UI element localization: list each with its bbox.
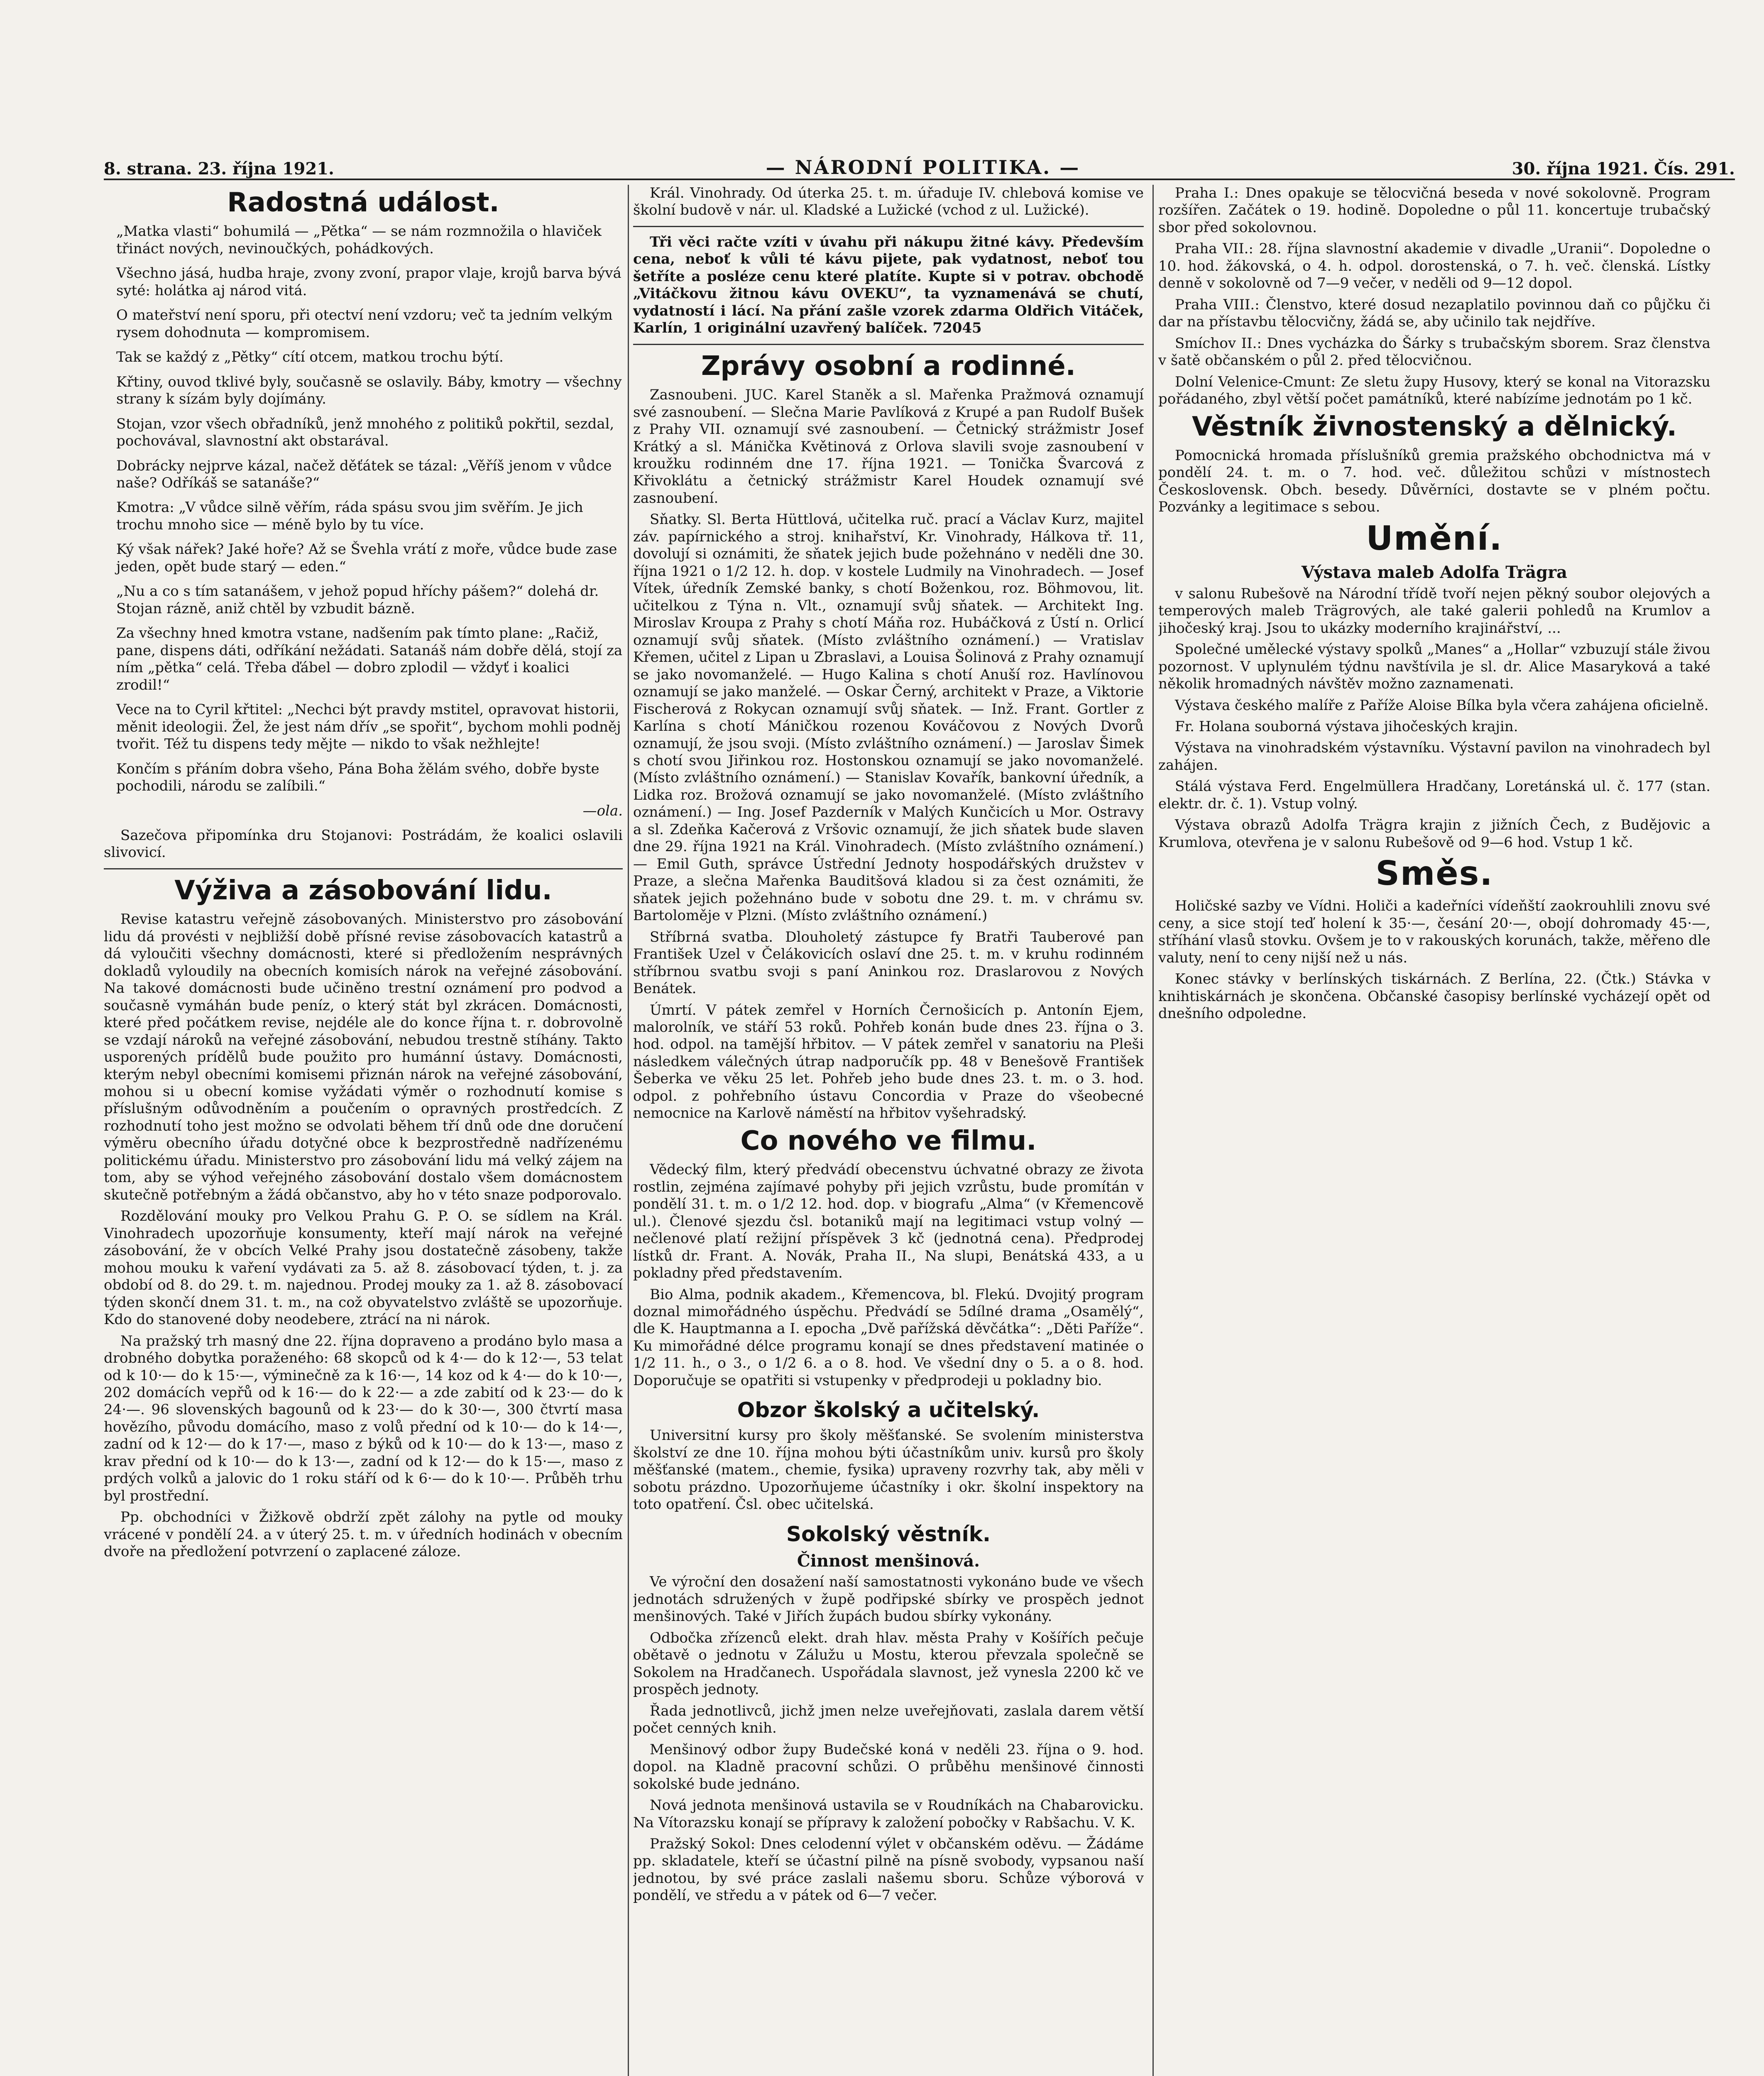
- paragraph: Řada jednotlivců, jichž jmen nelze uveřejňovati, zaslala darem větší počet cenných knih.: [633, 1702, 1144, 1737]
- poem-stanza: Vece na to Cyril křtitel: „Nechci být pravdy mstitel, opravovat historii, měnit ideologii. Žel, že jest nám dřív „se spořit“, bychom mohli podněj tvořit. Též tu dispens tedy mějte — nikdo to však nežhlejte!: [116, 701, 621, 753]
- paragraph: Fr. Holana souborná výstava jihočeských krajin.: [1175, 718, 1518, 735]
- poem-stanza: Za všechny hned kmotra vstane, nadšením pak tímto plane: „Račiž, pane, dispens dáti, odříkání nežádati. Satanáš nám dobře dělá, stojí za ním „pětka“ celá. Třeba ďábel — dobro zplodil — vždyť i koalici zrodil!“: [116, 625, 623, 693]
- paragraph: Konec stávky v berlínských tiskárnách. Z Berlína, 22. (Čtk.) Stávka v knihtiskárnách je skončena. Občanské časopisy berlínské vycházejí opět od dnešního odpoledne.: [1158, 971, 1710, 1022]
- paragraph: Universitní kursy pro školy měšťanské. Se svolením ministerstva školství ze dne 10. října mohou býti účastníkům univ. kursů pro školy měšťanské (matem., chemie, fysika) upraveny rozvrhy tak, aby měli v sobotu prázdno. Upozorňujeme účastníky i okr. školní inspektory na toto opatření. Čsl. obec učitelská.: [633, 1427, 1144, 1513]
- masthead: — NÁRODNÍ POLITIKA. —: [766, 156, 1081, 179]
- section-title: Obzor školský a učitelský.: [737, 1398, 1040, 1422]
- paragraph: Společné umělecké výstavy spolků „Manes“ a „Hollar“ vzbuzují stále živou pozornost. V uplynulém týdnu navštívila je sl. dr. Alice Masaryková a také několik hromadných návštěv možno zaznamenati.: [1158, 641, 1710, 693]
- paragraph: Menšinový odbor župy Budečské koná v neděli 23. října o 9. hod. dopol. na Kladně pracovní schůzi. O průběhu menšinové činnosti sokolské bude jednáno.: [633, 1741, 1144, 1792]
- poem: [104, 223, 623, 795]
- paragraph: Bio Alma, podnik akadem., Křemencova, bl. Flekú. Dvojitý program doznal mimořádného úspěchu. Předvádí se 5dílné drama „Osamělý“, dle K. Hauptmanna a I. epocha „Dvě pařížská děvčátka“: „Děti Paříže“. Ku mimořádné délce programu konají se dnes představení matinée o 1/2 11. h., o 3., o 1/2 6. a o 8. hod. Ve všední dny o 5. a o 8. hod. Doporučuje se opatřiti si vstupenky v předprodeji u pokladny bio.: [633, 1286, 1144, 1389]
- column-rule: [628, 185, 629, 2076]
- section-title: Co nového ve filmu.: [740, 1125, 1037, 1156]
- paragraph: Praha I.: Dnes opakuje se tělocvičná beseda v nové sokolovně. Program rozšířen. Začátek o 19. hodině. Dopoledne o půl 11. koncertuje trubačský sbor před sokolovnou.: [1158, 185, 1710, 236]
- typesetter-note: Sazečova připomínka dru Stojanovi: Postrádám, že koalici oslavili slivovicí.: [104, 827, 623, 861]
- paragraph: Holičské sazby ve Vídni. Holiči a kadeřníci vídeňští zaokrouhlili znovu své ceny, a sice stojí teď holení k 35·—, česání 20·—, obojí dohromady 45·—, stříhání vlasů stovku. Ovšem je to v rakouských korunách, takže, měřeno dle valuty, není to ceny nijší než u nás.: [1158, 898, 1710, 966]
- poem-stanza: „Matka vlasti“ bohumilá — „Pětka“ — se nám rozmnožila o hlaviček třináct nových, nevinoučkých, pohádkových.: [116, 223, 602, 257]
- subsection-title: Výstava maleb Adolfa Trägra: [1301, 562, 1568, 582]
- section-title: Umění.: [1366, 519, 1503, 558]
- paragraph: Smíchov II.: Dnes vycházka do Šárky s trubačským sborem. Sraz členstva v šatě občanském o půl 2. před tělocvičnou.: [1158, 335, 1710, 369]
- paragraph: Stříbrná svatba. Dlouholetý zástupce fy Bratři Tauberové pan František Uzel v Čelákovicích oslaví dne 25. t. m. v kruhu rodinném stříbrnou svatbu svoji s paní Aninkou roz. Draslarovou z Nových Benátek.: [633, 928, 1144, 997]
- paragraph: Dolní Velenice-Cmunt: Ze sletu župy Husovy, který se konal na Vitorazsku pořádaného, zbyl větší počet památníků, které nabízíme jednotám po 1 kč.: [1158, 373, 1710, 408]
- paragraph: Na pražský trh masný dne 22. října dopraveno a prodáno bylo masa a drobného dobytka poraženého: 68 skopců od k 4·— do k 12·—, 53 telat od k 10·— do k 15·—, výminečně za k 16·—, 14 koz od k 4·— do k 10·—, 202 domácích vepřů od k 16·— do k 22·— a zde zabití od k 23·— do k 24·—. 96 slovenských bagounů od k 23·— do k 30·—, 300 čtvrtí masa hovězího, původu domácího, maso z volů přední od k 10·— do k 14·—, zadní od k 12·— do k 17·—, maso z býků od k 10·— do k 13·—, maso z krav přední od k 10·— do k 13·—, zadní od k 12·— do k 15·—, maso z prdých volků a jalovic do 1 roku stáří od k 6·— do k 10·—. Průběh trhu byl prostřední.: [104, 1332, 623, 1504]
- paragraph: Úmrtí. V pátek zemřel v Horních Černošicích p. Antonín Ejem, malorolník, ve stáří 53 roků. Pohřeb konán bude dnes 23. října o 3. hod. odpol. na tamější hřbitov. — V pátek zemřel v sanatoriu na Pleši následkem válečných útrap nadporučík pp. 48 v Benešově František Šeberka ve věku 25 let. Pohřeb jeho bude dnes 23. t. m. o 3. hod. odpol. z pohřebního ústavu Concordia v Praze do všeobecné nemocnice na Karlově náměstí na hřbitov vyšehradský.: [633, 1001, 1144, 1122]
- poem-stanza: Tak se každý z „Pětky“ cítí otcem, matkou trochu býtí.: [116, 349, 504, 366]
- poem-stanza: Stojan, vzor všech obřadníků, jenž mnohého z politiků pokřtil, sezdal, pochovával, slavnostní akt obstarával.: [116, 415, 614, 450]
- divider: [633, 344, 1144, 345]
- poem-stanza: Kmotra: „V vůdce silně věřím, ráda spásu svou jim svěřím. Je jich trochu mnoho sice — méně bylo by tu více.: [116, 499, 583, 533]
- column-3: [1158, 185, 1710, 2076]
- paragraph: Vědecký film, který předvádí obecenstvu úchvatné obrazy ze života rostlin, zejména zajímavé pohyby při jejich vzrůstu, bude promítán v pondělí 31. t. m. o 1/2 12. hod. dop. v biografu „Alma“ (v Křemencově ul.). Členové sjezdu čsl. botaniků mají na legitimaci vstup volný — nečlenové platí režijní příspěvek 3 kč (jednotná cena). Předprodej lístků dr. Frant. A. Novák, Praha II., Na slupi, Benátská 433, a u pokladny před představením.: [633, 1161, 1144, 1282]
- paragraph: Praha VIII.: Členstvo, které dosud nezaplatilo povinnou daň co půjčku či dar na přístavbu tělocvičny, žádá se, aby učinilo tak nejdříve.: [1158, 296, 1710, 330]
- paragraph: Rozdělování mouky pro Velkou Prahu G. P. O. se sídlem na Král. Vinohradech upozorňuje konsumenty, kteří mají nárok na veřejné zásobování, že v obcích Velké Prahy jsou dostatečně zásobeny, takže mohou mouku k vaření vydávati za 5. až 8. zásobovací týden, t. j. za období od 8. do 29. t. m. najednou. Prodej mouky za 1. až 8. zásobovací týden skončí dnem 31. t. m., na což obyvatelstvo zvláště se upozorňuje. Kdo do stanovené doby neodebere, ztrácí na ni nárok.: [104, 1208, 623, 1328]
- poem-stanza: Křtiny, ouvod tklivé byly, současně se oslavily. Báby, kmotry — všechny strany k sízám byly dojímány.: [116, 373, 622, 408]
- header-left: 8. strana. 23. října 1921.: [104, 159, 334, 179]
- section-title: Věstník živnostenský a dělnický.: [1192, 411, 1677, 442]
- poem-stanza: Všechno jásá, hudba hraje, zvony zvoní, prapor vlaje, krojů barva bývá syté: holátka aj národ vitá.: [116, 265, 621, 299]
- poem-stanza: Ký však nářek? Jaké hoře? Až se Švehla vrátí z moře, vůdce bude zase jeden, opět bude starý — eden.“: [116, 541, 617, 575]
- page-header: [104, 149, 1735, 180]
- paragraph: Pp. obchodníci v Žižkově obdrží zpět zálohy na pytle od mouky vrácené v pondělí 24. a v úterý 25. t. m. v úředních hodinách v obecním dvoře na předložení potvrzení o zaplacené záloze.: [104, 1509, 623, 1560]
- paragraph: Zasnoubeni. JUC. Karel Staněk a sl. Mařenka Pražmová oznamují své zasnoubení. — Slečna Marie Pavlíková z Krupé a pan Rudolf Bušek z Prahy VII. oznamují své zasnoubení. — Četnický strážmistr Josef Krátký a sl. Mánička Květinová z Orlova slavili svoje zasnoubení v kroužku rodinném dne 17. října 1921. — Tonička Švarcová z Křivoklátu a četnický strážmistr Karel Houdek oznamují své zasnoubení.: [633, 387, 1144, 507]
- paragraph: Pomocnická hromada příslušníků gremia pražského obchodnictva má v pondělí 24. t. m. o 7. hod. več. důležitou schůzi v místnostech Československ. Obch. besedy. Důvěrníci, dostavte se v plném počtu. Pozvánky a legitimace s sebou.: [1158, 447, 1710, 516]
- paragraph: Revise katastru veřejně zásobovaných. Ministerstvo pro zásobování lidu dá provésti v nejbližší době přísné revise zásobovacích katastrů a dá vyloučiti všechny domácnosti, které si předložením nesprávných dokladů vyloudily na obecních komisích nárok na veřejné zásobování. Na takové domácnosti bude učiněno trestní oznámení pro podvod a současně vymáhán bude peníz, o který stát byl zkrácen. Domácnosti, které před počátkem revise, nejdéle ale do konce října t. r. dobrovolně se vzdají nároků na veřejné zásobování, nebudou trestně stíhány. Takto usporených prídělů bude použito pro humánní ústavy. Domácnosti, kterým nebyl obecními komisemi přiznán nárok na veřejné zásobování, mohou si u obecní komise vyžádati výměr o rozhodnutí komise s příslušným odůvodněním a poučením o opravných prostředcích. Z rozhodnutí toho jest možno se odvolati během tří dnů ode dne doručení výměru obecního úřadu dotyčné obce k bezprostředně nadřízenému politickému úřadu. Ministerstvo pro zásobování lidu má velký zájem na tom, aby se výhod veřejného zásobování dostalo všem domácnostem skutečně potřebným a žádá občanstvo, aby ho v této snaze podporovalo.: [104, 911, 623, 1203]
- paragraph: Praha VII.: 28. října slavnostní akademie v divadle „Uranii“. Dopoledne o 10. hod. žákovská, o 4. h. odpol. dorostenská, o 7. h. več. členská. Lístky denně v sokolovně od 7—9 večer, v neděli od 9—12 dopol.: [1158, 240, 1710, 292]
- column-1: [104, 185, 623, 2076]
- section-title: Sokolský věstník.: [786, 1522, 991, 1546]
- section-title: Směs.: [1375, 854, 1493, 893]
- paragraph: Výstava českého malíře z Paříže Aloise Bílka byla včera zahájena oficielně.: [1175, 697, 1709, 714]
- header-right: 30. října 1921. Čís. 291.: [1512, 159, 1735, 179]
- poem-stanza: Končím s přáním dobra všeho, Pána Boha žělám svého, dobře byste pochodili, národu se zalíbili.“: [116, 760, 599, 795]
- paragraph: Nová jednota menšinová ustavila se v Roudníkách na Chabarovicku. Na Vítorazsku konají se přípravy k založení pobočky v Rabšachu. V. K.: [633, 1797, 1144, 1831]
- column-rule: [1152, 185, 1154, 2076]
- paragraph: v salonu Rubešově na Národní třídě tvoří nejen pěkný soubor olejových a temperových maleb Trägrových, ale také galerii pohledů na Krumlov a jihočeský kraj. Jsou to ukázky moderního krajinářství, ...: [1158, 585, 1710, 637]
- paragraph: Odbočka zřízenců elekt. drah hlav. města Prahy v Košířích pečuje obětavě o jednotu v Zálužu u Mostu, kterou převzala společně se Sokolem na Hradčanech. Uspořádala slavnost, jež vynesla 2200 kč ve prospěch jednoty.: [633, 1629, 1144, 1698]
- paragraph: Výstava obrazů Adolfa Trägra krajin z jižních Čech, z Budějovic a Krumlova, otevřena je v salonu Rubešově od 9—6 hod. Vstup 1 kč.: [1158, 817, 1710, 851]
- poem-stanza: „Nu a co s tím satanášem, v jehož popud hříchy pášem?“ dolehá dr. Stojan rázně, aniž chtěl by vzbudit bázně.: [116, 583, 599, 617]
- paragraph: Pražský Sokol: Dnes celodenní výlet v občanském oděvu. — Žádáme pp. skladatele, kteří se účastní pilně na písně svobody, vypsanou naší jednotou, by své práce zaslali našemu sboru. Schůze výborová v pondělí, ve středu a v pátek od 6—7 večer.: [633, 1836, 1144, 1904]
- poem-stanza: O mateřství není sporu, při otectví není vzdoru; več ta jedním velkým rysem dohodnuta — kompromisem.: [116, 307, 613, 341]
- column-2: [633, 185, 1144, 2076]
- paragraph: Výstava na vinohradském výstavníku. Výstavní pavilon na vinohradech byl zahájen.: [1158, 739, 1710, 774]
- divider: [104, 868, 623, 869]
- signature: —ola.: [582, 802, 623, 819]
- section-title: Výživa a zásobování lidu.: [174, 875, 552, 906]
- section-title: Zprávy osobní a rodinné.: [701, 350, 1076, 382]
- article-title: Radostná událost.: [227, 187, 499, 218]
- advertisement: Tři věci račte vzíti v úvahu při nákupu žitné kávy. Především cena, neboť k vůli té kávu pijete, pak vydatnost, neboť tou šetříte a posléze cenu které platíte. Kupte si v potrav. obchodě „Vitáčkovu žitnou kávu OVEKU“, ta vyznamenává se chutí, vydatností i lácí. Na přání zašle vzorek zdarma Oldřich Vitáček, Karlín, 1 originální uzavřený balíček. 72045: [633, 233, 1144, 337]
- paragraph: Král. Vinohrady. Od úterka 25. t. m. úřaduje IV. chlebová komise ve školní budově v nár. ul. Kladské a Lužické (vchod z ul. Lužické).: [633, 185, 1144, 219]
- poem-stanza: Dobrácky nejprve kázal, načež děťátek se tázal: „Věříš jenom v vůdce naše? Odříkáš se satanáše?“: [116, 457, 612, 492]
- subsection-title: Činnost menšinová.: [797, 1551, 980, 1571]
- paragraph: Ve výroční den dosažení naší samostatnosti vykonáno bude ve všech jednotách sdružených v župě podřipské sbírky ve prospěch jednot menšinových. Také v Jiřích župách budou sbírky vykonány.: [633, 1574, 1144, 1625]
- paragraph: Sňatky. Sl. Berta Hüttlová, učitelka ruč. prací a Václav Kurz, majitel záv. papírnického a stroj. knihařství, Kr. Vinohrady, Hálkova tř. 11, dovolují si oznámiti, že sňatek jejich bude požehnáno v neděli dne 30. října 1921 o 1/2 12. h. dop. v kostele Ludmily na Vinohradech. — Josef Vítek, úředník Zemské banky, s chotí Boženkou, roz. Böhmovou, lit. učitelkou z Týna n. Vlt., oznamují svůj sňatek. — Architekt Ing. Miroslav Kroupa z Prahy s chotí Máňa roz. Hubáčková z Ústí n. Orlicí oznamují svůj sňatek. (Místo zvláštního oznámení.) — Vratislav Křemen, učitel z Lipan u Zbraslavi, a Louisa Šolinová z Prahy oznamují se jako novomanželé. — Hugo Kalina s chotí Anuší roz. Havlínovou oznamují se jako manželé. — Oskar Černý, architekt v Praze, a Viktorie Fischerová z Rokycan oznamují svůj sňatek. — Inž. Frant. Gortler z Karlína s chotí Máničkou rozenou Kováčovou z Nových Dvorů oznamují, že jsou svoji. (Místo zvláštního oznámení.) — Jaroslav Šimek s chotí svou Jiřinkou roz. Hostonskou oznamují se jako novomanželé. (Místo zvláštního oznámení.) — Stanislav Kovařík, bankovní úředník, a Lidka roz. Brožová oznamují se jako novomanželé. (Místo zvláštního oznámení.) — Ing. Josef Pazderník v Malých Kunčicích u Mor. Ostravy a sl. Zdeňka Kačerová z Vršovic oznamují, že jich sňatek bude slaven dne 29. října 1921 na Král. Vinohradech. (Místo zvláštního oznámení.) — Emil Guth, správce Ústřední Jednoty hospodářských družstev v Praze, a slečna Mařenka Bauditšová kladou si za čest oznámiti, že sňatek jejich požehnáno bude v sobotu dne 29. t. m. v chrámu sv. Bartoloměje v Plzni. (Místo zvláštního oznámení.): [633, 511, 1144, 924]
- divider: [633, 226, 1144, 227]
- paragraph: Stálá výstava Ferd. Engelmüllera Hradčany, Loretánská ul. č. 177 (stan. elektr. dr. č. 1). Vstup volný.: [1158, 778, 1710, 812]
